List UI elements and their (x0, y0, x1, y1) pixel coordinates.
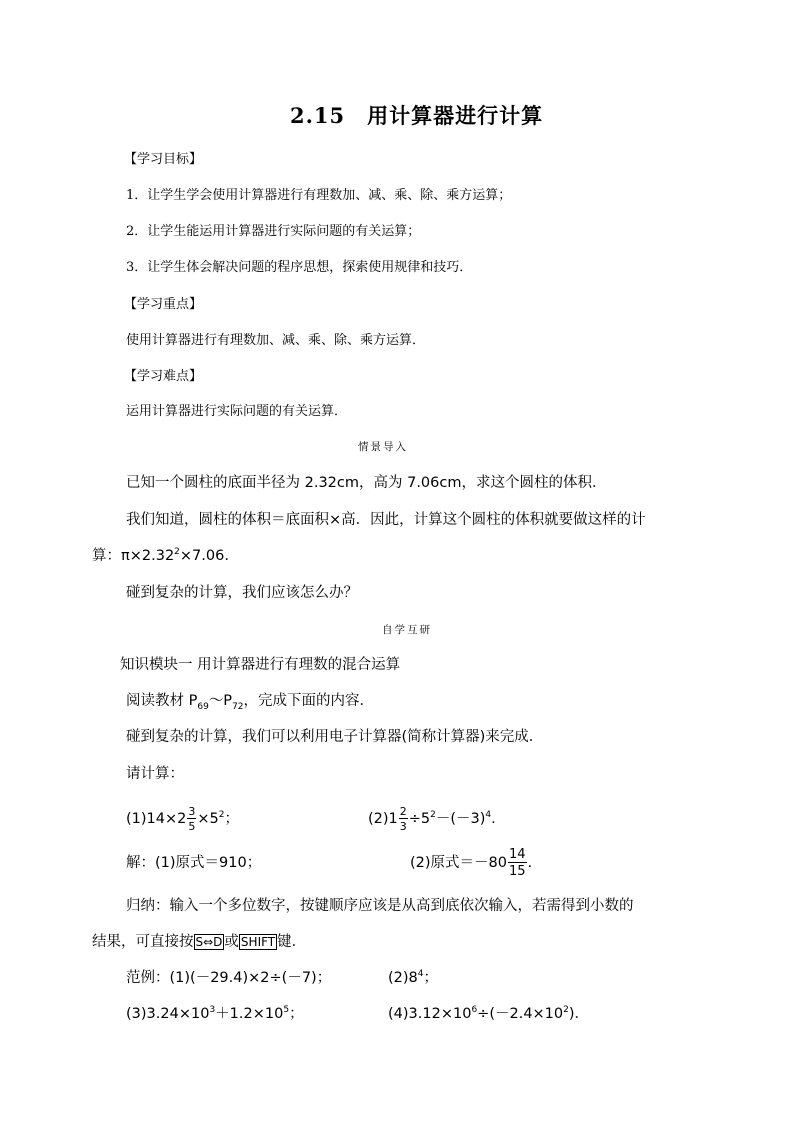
problem-2-prefix: (2)1 (368, 811, 398, 827)
page-title: 2.15 用计算器进行计算 (290, 103, 544, 128)
shift-key: SHIFT (240, 935, 276, 949)
problem-2-fraction (399, 806, 408, 832)
problem-1-denominator: 5 (188, 820, 196, 833)
problem-1 (126, 799, 239, 839)
example-3-exp-1: 3 (209, 1005, 216, 1016)
problem-2-denominator: 3 (399, 820, 407, 833)
solution-2-denominator: 15 (509, 864, 526, 879)
self-study-heading: 自学互研 (382, 624, 432, 636)
example-1: 范例：(1)(－29.4)×2÷(－7)； (126, 970, 332, 986)
example-3-suffix: ； (289, 1006, 304, 1022)
summary-line-2-prefix: 结果，可直接按 (92, 934, 194, 950)
example-4 (388, 1003, 589, 1025)
solution-2-prefix: (2)原式＝－80 (410, 855, 507, 871)
s-d-key: S⇔D (195, 935, 223, 949)
problem-2 (368, 799, 496, 839)
problem-1-mid: ×5 (197, 811, 219, 827)
problem-1-prefix: (1)14×2 (126, 811, 187, 827)
problem-1-fraction (187, 806, 196, 832)
example-4-exp-2: 2 (563, 1005, 569, 1016)
intro-line-4: 碰到复杂的计算，我们应该怎么办？ (126, 585, 358, 601)
module-title: 知识模块一 用计算器进行有理数的混合运算 (120, 657, 401, 673)
keypoints-heading: 【学习重点】 (124, 297, 203, 312)
intro-line-2: 我们知道，圆柱的体积＝底面积×高．因此，计算这个圆柱的体积就要做这样的计 (126, 512, 646, 528)
solution-2-numerator: 14 (509, 847, 526, 862)
example-3-b: ＋1.2×10 (215, 1006, 284, 1022)
solution-2-suffix: . (527, 855, 533, 871)
summary-line-2-mid: 或 (224, 934, 239, 950)
summary-line-2 (92, 931, 306, 953)
objectives-heading: 【学习目标】 (124, 152, 203, 167)
problem-2-suffix: . (491, 811, 496, 827)
problem-2-exp-1: 2 (430, 810, 436, 821)
example-2-exp: 4 (417, 969, 424, 980)
read-instruction (126, 690, 374, 712)
example-3-a: (3)3.24×10 (126, 1006, 210, 1022)
difficulties-heading: 【学习难点】 (124, 369, 203, 384)
self-study-line-1: 碰到复杂的计算，我们可以利用电子计算器(简称计算器)来完成． (126, 729, 544, 745)
read-prefix: 阅读教材 P (126, 693, 198, 709)
example-4-exp-1: 6 (471, 1005, 478, 1016)
difficulties-text: 运用计算器进行实际问题的有关运算． (126, 404, 348, 419)
problem-1-exp: 2 (218, 810, 225, 821)
read-page-end: 72 (232, 701, 244, 712)
problem-1-suffix: ； (224, 811, 239, 827)
solution-2-fraction (508, 848, 527, 878)
example-2 (388, 967, 438, 989)
objective-2: 2．让学生能运用计算器进行实际问题的有关运算； (126, 224, 421, 239)
intro-line-3-text: 算：π×2.32 (92, 548, 175, 564)
read-mid: ～P (208, 693, 233, 709)
solution-1: 解：(1)原式＝910； (126, 855, 262, 871)
intro-line-3-exp: 2 (174, 547, 180, 558)
read-page-start: 69 (197, 701, 209, 712)
summary-line-2-suffix: 键． (277, 934, 307, 950)
problem-2-exp-2: 4 (485, 810, 492, 821)
self-study-line-2: 请计算： (126, 766, 184, 782)
example-4-a: (4)3.12×10 (388, 1006, 472, 1022)
example-2-suffix: ； (423, 970, 438, 986)
example-4-suffix: )． (568, 1006, 590, 1022)
read-suffix: ，完成下面的内容． (243, 693, 375, 709)
summary-line-1: 归纳：输入一个多位数字，按键顺序应该是从高到底依次输入，若需得到小数的 (126, 898, 634, 914)
example-3-exp-2: 5 (283, 1005, 290, 1016)
problem-2-numerator: 2 (399, 805, 407, 818)
problem-1-numerator: 3 (188, 805, 196, 818)
problem-2-mid-2: －(－3) (435, 811, 486, 827)
objective-1: 1．让学生学会使用计算器进行有理数加、减、乘、除、乘方运算； (126, 188, 512, 203)
solution-2 (410, 843, 532, 883)
intro-heading: 情景导入 (358, 441, 408, 453)
intro-line-3-suffix: ×7.06. (179, 548, 229, 564)
intro-line-1: 已知一个圆柱的底面半径为 2.32cm，高为 7.06cm，求这个圆柱的体积． (126, 475, 607, 491)
example-3 (126, 1003, 304, 1025)
example-2-prefix: (2)8 (388, 970, 418, 986)
objective-3: 3．让学生体会解决问题的程序思想，探索使用规律和技巧． (126, 260, 473, 275)
problem-2-mid: ÷5 (408, 811, 431, 827)
keypoints-text: 使用计算器进行有理数加、减、乘、除、乘方运算． (126, 333, 426, 348)
example-4-b: ÷(－2.4×10 (477, 1006, 564, 1022)
intro-line-3 (92, 545, 229, 567)
